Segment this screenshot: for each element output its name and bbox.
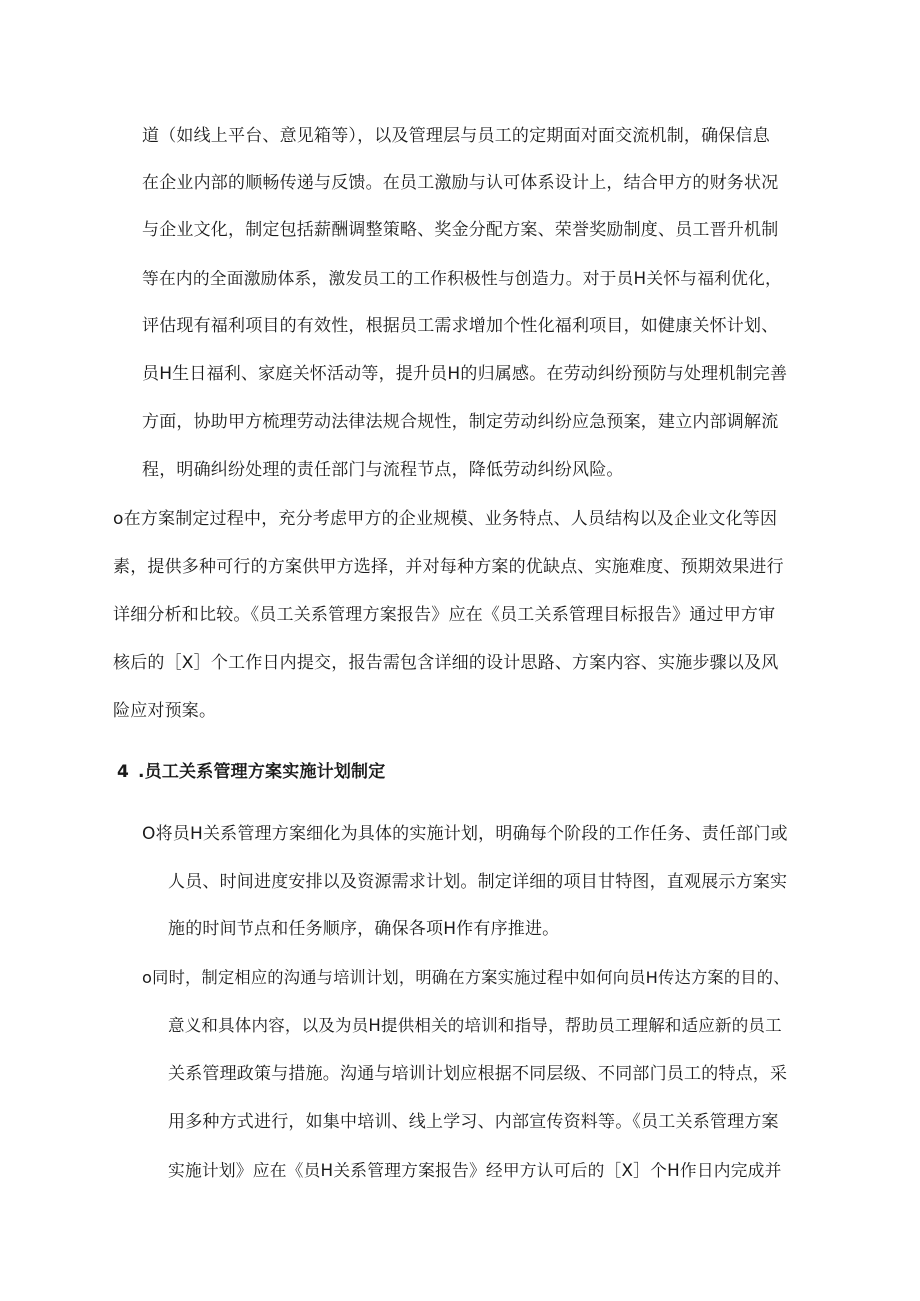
text-line: 险应对预案。 <box>113 701 217 721</box>
text-line: 用多种方式进行，如集中培训、线上学习、内部宣传资料等。《员工关系管理方案 <box>168 1112 779 1132</box>
text-line: 程，明确纠纷处理的责任部门与流程节点，降低劳动纠纷风险。 <box>142 460 624 480</box>
text-line: 在企业内部的顺畅传递与反馈。在员工激励与认可体系设计上，结合甲方的财务状况 <box>142 173 779 193</box>
text-line: 施的时间节点和任务顺序，确保各项H作有序推进。 <box>168 919 560 939</box>
section-title: .员工关系管理方案实施计划制定 <box>138 762 386 782</box>
text-line: 核后的［X］个工作日内提交，报告需包含详细的设计思路、方案内容、实施步骤以及风 <box>113 653 779 673</box>
section-number: 4 <box>117 762 130 782</box>
text-line: 人员、时间进度安排以及资源需求计划。制定详细的项目甘特图，直观展示方案实 <box>168 872 788 892</box>
text-line: 关系管理政策与措施。沟通与培训计划应根据不同层级、不同部门员工的特点，采 <box>168 1064 788 1084</box>
text-line: 评估现有福利项目的有效性，根据员工需求增加个性化福利项目，如健康关怀计划、 <box>142 316 779 336</box>
text-line: 员H生日福利、家庭关怀活动等，提升员H的归属感。在劳动纠纷预防与处理机制完善 <box>142 364 788 384</box>
text-line: 道（如线上平台、意见箱等），以及管理层与员工的定期面对面交流机制，确保信息 <box>142 126 770 146</box>
text-line: 详细分析和比较。《员工关系管理方案报告》应在《员工关系管理目标报告》通过甲方审 <box>113 605 776 625</box>
text-line: 方面，协助甲方梳理劳动法律法规合规性，制定劳动纠纷应急预案，建立内部调解流 <box>142 412 779 432</box>
text-line: 等在内的全面激励体系，激发员工的工作积极性与创造力。对于员H关怀与福利优化， <box>142 268 782 288</box>
text-line: 素，提供多种可行的方案供甲方选择，并对每种方案的优缺点、实施难度、预期效果进行 <box>113 557 784 577</box>
text-line: o同时，制定相应的沟通与培训计划，明确在方案实施过程中如何向员H传达方案的目的、 <box>142 968 790 987</box>
text-line: o在方案制定过程中，充分考虑甲方的企业规模、业务特点、人员结构以及企业文化等因 <box>113 509 778 529</box>
text-line: 实施计划》应在《员H关系管理方案报告》经甲方认可后的［X］个H作日内完成并 <box>168 1160 782 1180</box>
text-line: O将员H关系管理方案细化为具体的实施计划，明确每个阶段的工作任务、责任部门或 <box>142 824 788 844</box>
text-line: 与企业文化，制定包括薪酬调整策略、奖金分配方案、荣誉奖励制度、员工晋升机制 <box>142 220 779 240</box>
text-line: 意义和具体内容，以及为员H提供相关的培训和指导，帮助员工理解和适应新的员工 <box>168 1016 782 1035</box>
